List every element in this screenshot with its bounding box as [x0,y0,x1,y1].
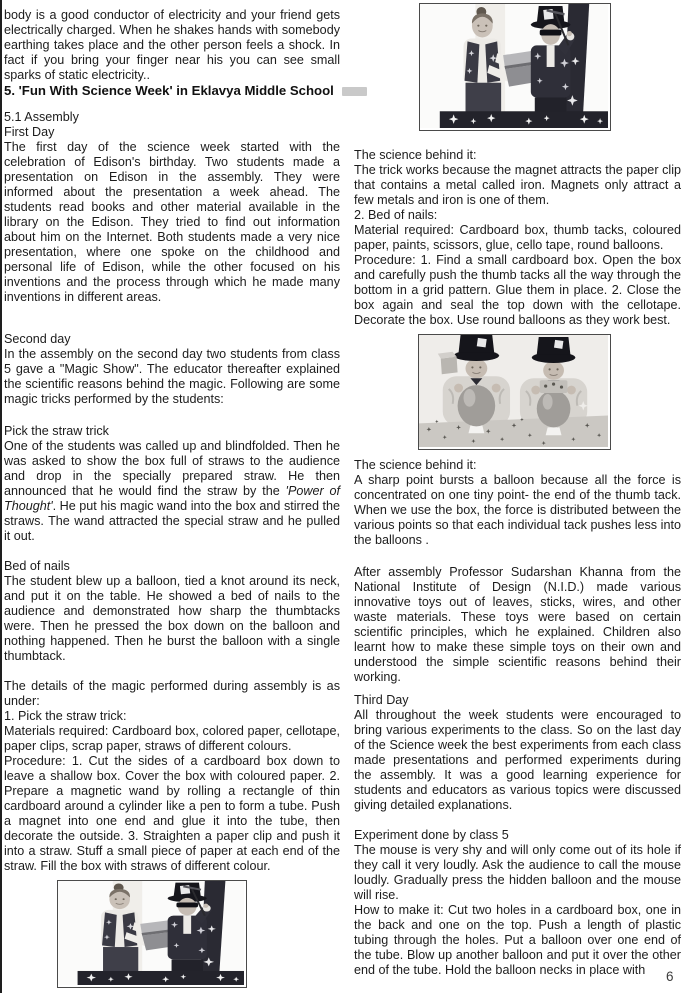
magic-show-straw-trick-illustration [58,881,244,985]
intro-paragraph: body is a good conductor of electricity and your friend gets electrically charged. When he shakes hands with somebody earthing takes place and the other person feels a shock. In fact if you bring your finger near his you can see small sparks of static electricity.. [4,8,340,82]
nid-paragraph: After assembly Professor Sudarshan Khanna from the National Institute of Design (N.I.D.) made various innovative toys out of leaves, sticks, wires, and other waste materials. These toys were based on certain scientific principles, which he explained. Children also learnt how to make these simple toys on their own and understood the simple scientific reasons behind their working. [354,565,681,684]
right-column [354,0,681,978]
magic-show-balloon-trick-illustration [419,335,608,447]
magic-show-straw-trick-illustration [420,4,608,128]
bed-procedure-paragraph: Procedure: 1. Find a small cardboard box. Open the box and carefully push the thumb tacks all the way through the bottom in a grid pattern. Glue them in place. 2. Close the box again and seal the top down with the cellotape. Decorate the box. Use round balloons as they work best. [354,253,681,327]
bed-of-nails-subheading: Bed of nails [4,559,70,573]
class5-subheading: Experiment done by class 5 [354,828,509,842]
power-of-thought-italic: 'Power of Thought' [4,484,340,513]
straw-trick-subheading: Pick the straw trick [4,424,109,438]
assembly-subheading: 5.1 Assembly [4,110,79,124]
first-day-paragraph: The first day of the science week started with the celebration of Edison's birthday. Two students made a presentation on Edison in the assembly. They were informed about the presentation a week ahead. The students read books and other material available in the library on the Edison. They tried to find out information about him on the Internet. Both students made a very nice presentation, where one spoke on the childhood and personal life of Edison, while the other focused on his inventions and the process through which he made many inventions in different areas. [4,140,340,304]
second-day-subheading: Second day [4,332,71,346]
section-heading-text: 5. 'Fun With Science Week' in Eklavya Middle School [4,83,334,98]
science-behind-2-subheading: The science behind it: [354,458,477,472]
science-behind-1-paragraph: The trick works because the magnet attracts the paper clip that contains a metal called iron. Magnets only attract a few metals and iron is one of them. [354,163,681,207]
procedure-paragraph: Procedure: 1. Cut the sides of a cardboard box down to leave a shallow box. Cover the box with coloured paper. 2. Prepare a magnetic wand by rolling a rectangle of thin cardboard around a cylinder like a pen to form a tube. Push a magnet into one end and glue it into the tube, then decorate the outside. 3. Straighten a paper clip and push it into a straw. Stuff a small piece of paper at each end of the straw. Fill the box with straws of different colour. [4,754,340,873]
details-item1: 1. Pick the straw trick: [4,709,127,723]
mouse-howto-paragraph: How to make it: Cut two holes in a cardboard box, one in the back and one on the top. Push a length of plastic tubing through the holes. Put a balloon over one end of the tube. Blow up another balloon and put it over the other end of the tube. Hold the balloon necks in place with [354,903,681,977]
materials-paragraph: Materials required: Cardboard box, colored paper, cellotape, paper clips, scrap paper, straws of different colours. [4,724,340,753]
third-day-subheading: Third Day [354,693,409,707]
straw-trick-text-post: . He put his magic wand into the box and stirred the straws. The wand attracted the special straw and he pulled it out. [4,499,340,543]
details-intro-paragraph: The details of the magic performed during assembly is as under: [4,679,340,708]
second-day-paragraph: In the assembly on the second day two students from class 5 gave a "Magic Show". The educator thereafter explained the scientific reasons behind the magic. Following are some magic tricks performed by the students: [4,347,340,406]
photo-straw-trick-bottom [57,880,247,988]
science-behind-1-subheading: The science behind it: [354,148,477,162]
page-left-rule [0,0,2,993]
straw-trick-text-pre: One of the students was called up and blindfolded. Then he was asked to show the box full of straws to the audience and drop in the specially prepared straw. He then announced that he would find the straw by the [4,439,340,498]
bed-of-nails-item: 2. Bed of nails: [354,208,438,222]
mouse-experiment-paragraph: The mouse is very shy and will only come out of its hole if they call it very loudly. Ask the audience to call the mouse loudly. Gradually press the hidden balloon and the mouse will rise. [354,843,681,902]
left-column [4,0,340,988]
page-number: 6 [666,969,674,984]
third-day-paragraph: All throughout the week students were encouraged to bring various experiments to the class. So on the last day of the Science week the best experiments from each class made presentations and performed experiments during the assembly. It was a good learning experience for students and educators as various topics were discussed giving detailed explanations. [354,708,681,812]
material-required-paragraph: Material required: Cardboard box, thumb tacks, coloured paper, paints, scissors, glue, cello tape, round balloons. [354,223,681,252]
science-behind-2-paragraph: A sharp point bursts a balloon because all the force is concentrated on one tiny point- the end of the thumb tack. When we use the box, the force is distributed between the various points so that each individual tack pushes less into the balloons . [354,473,681,547]
first-day-subheading: First Day [4,125,55,139]
section-heading [4,83,340,98]
straw-trick-paragraph [4,439,340,544]
bed-of-nails-paragraph: The student blew up a balloon, tied a knot around its neck, and put it on the table. He showed a bed of nails to the audience and demonstrated how sharp the thumbtacks were. Then he pressed the box down on the balloon and nothing happened. Then he burst the balloon with a single thumbtack. [4,574,340,663]
photo-balloon-trick [418,334,611,450]
photo-straw-trick-top [419,3,611,131]
